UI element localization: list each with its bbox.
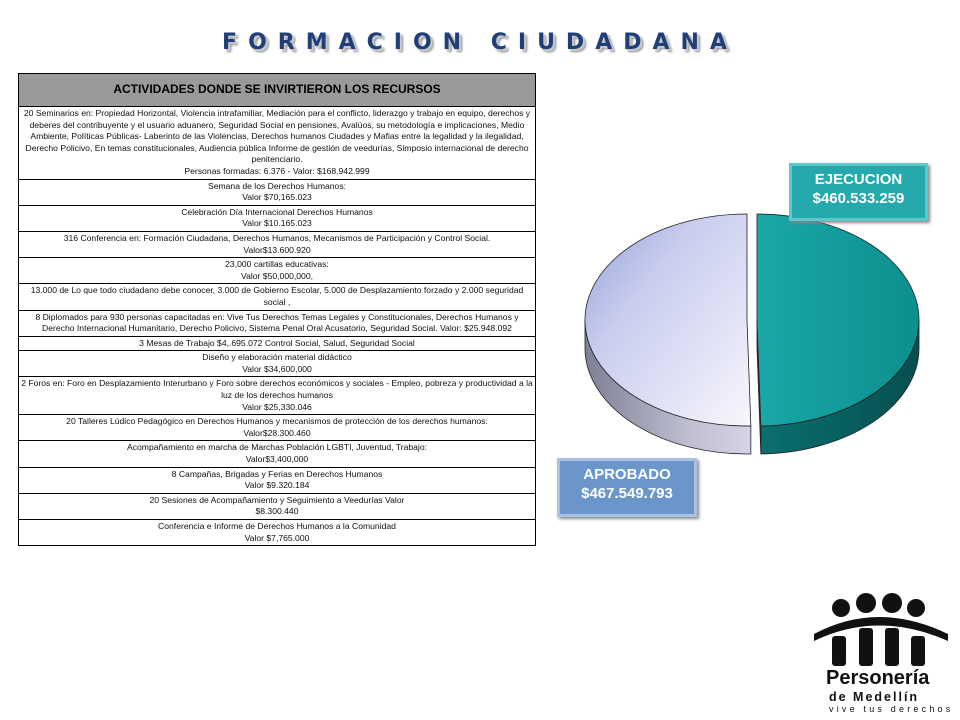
table-cell bbox=[19, 467, 536, 493]
table-header: ACTIVIDADES DONDE SE INVIRTIERON LOS RECURSOS bbox=[19, 74, 536, 107]
table-row bbox=[19, 258, 536, 284]
cell-line: Valor$28.300.460 bbox=[243, 427, 311, 438]
cell-line: Valor $50,000,000, bbox=[241, 270, 313, 281]
cell-line: 316 Conferencia en: Formación Ciudadana, Derechos Humanos, Mecanismos de Participación y Control Social. bbox=[63, 232, 491, 243]
table-cell bbox=[19, 415, 536, 441]
cell-line: Celebración Día Internacional Derechos Humanos bbox=[181, 206, 373, 217]
table-cell bbox=[19, 231, 536, 257]
cell-line: Valor$13.600.920 bbox=[243, 244, 311, 255]
cell-line: Valor $10.165.023 bbox=[242, 218, 312, 229]
table-cell bbox=[19, 179, 536, 205]
table-cell bbox=[19, 377, 536, 415]
table-row bbox=[19, 107, 536, 180]
table-row bbox=[19, 441, 536, 467]
aprobado-callout bbox=[557, 458, 697, 517]
aprobado-value: $467.549.793 bbox=[581, 485, 673, 502]
cell-line: Diseño y elaboración material didáctico bbox=[202, 352, 352, 363]
page-title: FORMACION CIUDADANA bbox=[222, 30, 738, 55]
table-cell bbox=[19, 336, 536, 351]
table-cell bbox=[19, 258, 536, 284]
table-cell bbox=[19, 284, 536, 310]
cell-line: $8.300.440 bbox=[255, 506, 299, 517]
cell-line: Conferencia e Informe de Derechos Humanos a la Comunidad bbox=[158, 521, 396, 531]
cell-line: Valor $70,165.023 bbox=[242, 192, 312, 203]
table-row bbox=[19, 336, 536, 351]
table-row bbox=[19, 351, 536, 377]
table-row bbox=[19, 284, 536, 310]
cell-line: 23,000 cartillas educativas: bbox=[225, 259, 329, 270]
table-row bbox=[19, 205, 536, 231]
cell-line: Valor $9.320.184 bbox=[244, 480, 310, 491]
table-row bbox=[19, 493, 536, 519]
ejecucion-callout bbox=[789, 163, 928, 221]
cell-line: Valor $7,765.000 bbox=[244, 532, 310, 543]
ejecucion-value: $460.533.259 bbox=[812, 190, 905, 207]
cell-line: 2 Foros en: Foro en Desplazamiento Interurbano y Foro sobre derechos económicos y sociales - Empleo, pobreza y productividad a la luz de los derechos humanos bbox=[21, 378, 533, 401]
table-row bbox=[19, 520, 536, 546]
table-cell bbox=[19, 310, 536, 336]
cell-line: Valor $25,330.046 bbox=[242, 401, 312, 412]
table-row bbox=[19, 377, 536, 415]
activities-table bbox=[18, 73, 536, 546]
cell-line: Personas formadas: 6.376 - Valor: $168.942.999 bbox=[184, 165, 370, 176]
cell-line: Valor$3,400,000 bbox=[245, 454, 309, 465]
cell-line: Valor $34,600,000 bbox=[242, 363, 312, 374]
table-row bbox=[19, 415, 536, 441]
table-cell bbox=[19, 441, 536, 467]
cell-line: 20 Sesiones de Acompañamiento y Seguimiento a Veedurías Valor bbox=[149, 494, 405, 505]
table-cell bbox=[19, 205, 536, 231]
table-cell bbox=[19, 520, 536, 546]
cell-line: 20 Talleres Lúdico Pedagógico en Derechos Humanos y mecanismos de protección de los derechos humanos: bbox=[66, 416, 488, 427]
table-cell bbox=[19, 493, 536, 519]
aprobado-label: APROBADO bbox=[583, 466, 671, 483]
cell-line: 20 Seminarios en: Propiedad Horizontal, Violencia intrafamiliar, Mediación para el conflicto, liderazgo y trabajo en equipo, derechos y deberes del contribuyente y el usuario aduanero, Seguridad Social en pensiones, Avalúos, su metodología e implicaciones, Medio Ambiente, Políticas Públicas- Laberinto de las Violencias, Derechos humanos Ciudades y Mafias entre la legalidad y la ilegalidad, Derecho Policivo, En temas constitucionales, Audiencia pública Informe de gestión de veedurías, Simposio internacional de derecho penitenciario. bbox=[23, 108, 531, 165]
logo-text-personeria: Personería bbox=[826, 667, 930, 689]
cell-line: Semana de los Derechos Humanos: bbox=[207, 180, 347, 191]
table-row bbox=[19, 231, 536, 257]
table-row bbox=[19, 310, 536, 336]
table-row bbox=[19, 179, 536, 205]
table-cell bbox=[19, 107, 536, 180]
ejecucion-label: EJECUCION bbox=[814, 171, 903, 188]
logo-text-slogan: vive tus derechos bbox=[829, 704, 954, 714]
cell-line: 3 Mesas de Trabajo $4,.695.072 Control Social, Salud, Seguridad Social bbox=[139, 337, 415, 348]
cell-line: 8 Campañas, Brigadas y Ferias en Derechos Humanos bbox=[171, 468, 383, 479]
cell-line: Acompañamiento en marcha de Marchas Población LGBTI, Juventud, Trabajo: bbox=[127, 442, 427, 453]
cell-line: 13.000 de Lo que todo ciudadano debe conocer, 3.000 de Gobierno Escolar, 5.000 de Desplazamiento forzado y 2.000 seguridad social , bbox=[30, 285, 524, 307]
table-cell bbox=[19, 351, 536, 377]
pie-chart bbox=[560, 200, 920, 480]
table-row bbox=[19, 467, 536, 493]
cell-line: 8 Diplomados para 930 personas capacitadas en: Vive Tus Derechos Temas Legales y Constitucionales, Derechos Humanos y Derecho Internacional Humanitario, Derecho Policivo, Sistema Penal Oral Acusatorio, Seguridad Social. Valor: $25.948.092 bbox=[35, 311, 519, 334]
logo-text-medellin: de Medellín bbox=[829, 690, 920, 704]
